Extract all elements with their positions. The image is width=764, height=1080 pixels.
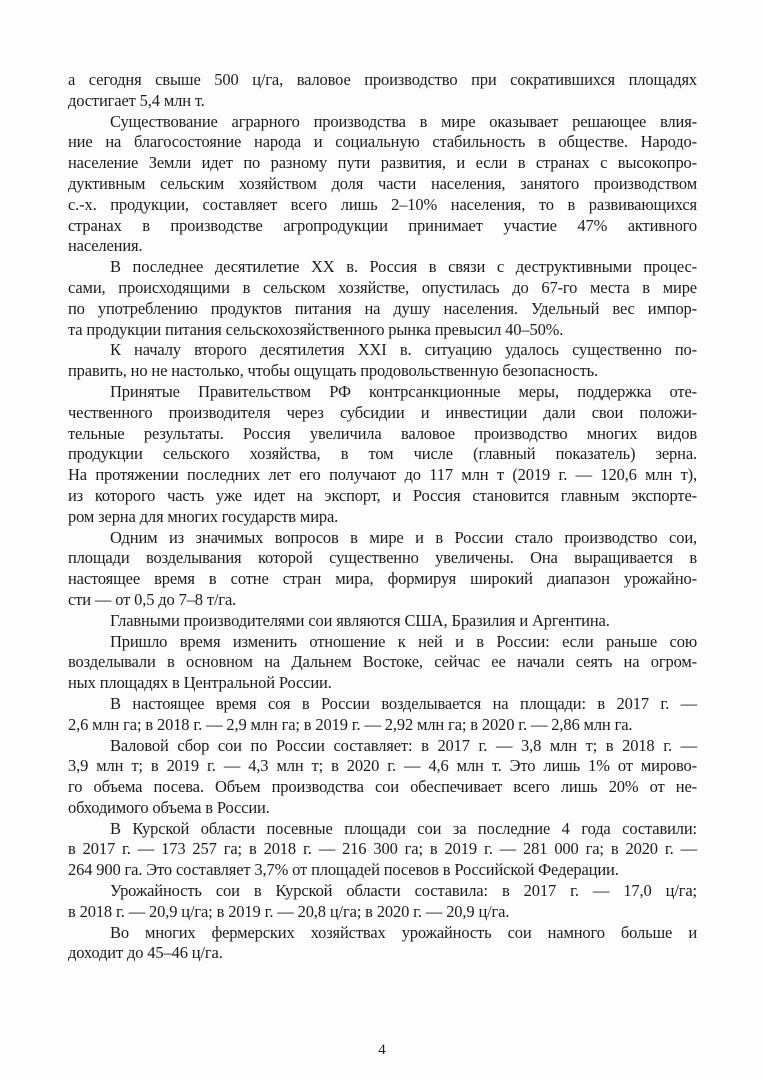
paragraph — [68, 694, 697, 736]
paragraph — [68, 611, 697, 632]
text-line: площади возделывания которой существенно увеличены. Она выращивается в — [68, 548, 697, 568]
text-line: В последнее десятилетие XX в. Россия в связи с деструктивными процес- — [110, 257, 697, 277]
text-line: Одним из значимых вопросов в мире и в России стало производство сои, — [110, 527, 697, 547]
paragraph — [68, 923, 697, 965]
paragraph — [68, 112, 697, 258]
text-line: ром зерна для многих государств мира. — [68, 506, 339, 526]
text-line: обходимого объема в России. — [68, 797, 270, 817]
text-line: странах в производстве агропродукции принимает участие 47% активного — [68, 215, 697, 235]
text-line: Во многих фермерских хозяйствах урожайность сои намного больше и — [110, 922, 697, 942]
text-line: На протяжении последних лет его получают до 117 млн т (2019 г. — 120,6 млн т), — [68, 465, 697, 485]
text-line: Урожайность сои в Курской области составила: в 2017 г. — 17,0 ц/га; — [110, 881, 697, 901]
text-line: с.-х. продукции, составляет всего лишь 2–10% населения, то в развивающихся — [68, 194, 697, 214]
paragraph — [68, 528, 697, 611]
text-line: сти — от 0,5 до 7–8 т/га. — [68, 589, 237, 609]
paragraph — [68, 632, 697, 694]
paragraph — [68, 257, 697, 340]
text-line: население Земли идет по разному пути развития, и если в странах с высокопро- — [68, 153, 697, 173]
text-line: В Курской области посевные площади сои за последние 4 года составили: — [110, 818, 697, 838]
text-line: дуктивным сельским хозяйством доля части населения, занятого производством — [68, 173, 697, 193]
text-line: чественного производителя через субсидии и инвестиции дали свои положи- — [68, 402, 697, 422]
text-line: 3,9 млн т; в 2019 г. — 4,3 млн т; в 2020 г. — 4,6 млн т. Это лишь 1% от мирово- — [68, 756, 697, 776]
text-line: настоящее время в сотне стран мира, формируя широкий диапазон урожайно- — [68, 569, 697, 589]
paragraph — [68, 70, 697, 112]
text-line: править, но не настолько, чтобы ощущать продовольственную безопасность. — [68, 361, 599, 381]
paragraph — [68, 881, 697, 923]
text-line: Валовой сбор сои по России составляет: в 2017 г. — 3,8 млн т; в 2018 г. — — [110, 735, 697, 755]
text-line: 264 900 га. Это составляет 3,7% от площадей посевов в Российской Федерации. — [68, 860, 619, 880]
text-line: Принятые Правительством РФ контрсанкционные меры, поддержка оте- — [110, 381, 697, 401]
text-block — [68, 70, 697, 964]
text-line: К началу второго десятилетия XXI в. ситуацию удалось существенно по- — [110, 340, 697, 360]
paragraph — [68, 819, 697, 881]
paragraph — [68, 340, 697, 382]
page-number: 4 — [378, 1042, 386, 1058]
text-line: возделывали в основном на Дальнем Востоке, сейчас ее начали сеять на огром- — [68, 652, 697, 672]
text-line: тельные результаты. Россия увеличила валовое производство многих видов — [68, 423, 697, 443]
text-line: сами, происходящими в сельском хозяйстве, опустилась до 67-го места в мире — [68, 277, 697, 297]
text-line: ние на благосостояние народа и социальную стабильность в обществе. Народо- — [68, 132, 697, 152]
text-line: доходит до 45–46 ц/га. — [68, 943, 223, 963]
text-line: Главными производителями сои являются США, Бразилия и Аргентина. — [110, 610, 610, 630]
text-line: населения. — [68, 236, 143, 256]
text-line: В настоящее время соя в России возделывается на площади: в 2017 г. — — [110, 693, 697, 713]
text-line: продукции сельского хозяйства, в том числе (главный показатель) зерна. — [68, 444, 697, 464]
text-line: в 2017 г. — 173 257 га; в 2018 г. — 216 300 га; в 2019 г. — 281 000 га; в 2020 г. — — [68, 839, 697, 859]
paragraph — [68, 736, 697, 819]
text-line: Существование аграрного производства в мире оказывает решающее влия- — [110, 111, 697, 131]
text-line: из которого часть уже идет на экспорт, и Россия становится главным экспорте- — [68, 485, 697, 505]
paragraph — [68, 382, 697, 528]
text-line: а сегодня свыше 500 ц/га, валовое производство при сократившихся площадях — [68, 70, 697, 89]
text-line: по употреблению продуктов питания на душу населения. Удельный вес импор- — [68, 298, 697, 318]
text-line: го объема посева. Объем производства сои обеспечивает всего лишь 20% от не- — [68, 777, 697, 797]
text-line: 2,6 млн га; в 2018 г. — 2,9 млн га; в 2019 г. — 2,92 млн га; в 2020 г. — 2,86 млн га. — [68, 714, 633, 734]
text-line: та продукции питания сельскохозяйственного рынка превысил 40–50%. — [68, 319, 564, 339]
text-line: достигает 5,4 млн т. — [68, 90, 205, 110]
text-line: в 2018 г. — 20,9 ц/га; в 2019 г. — 20,8 ц/га; в 2020 г. — 20,9 ц/га. — [68, 901, 510, 921]
text-line: Пришло время изменить отношение к ней и в России: если раньше сою — [110, 631, 697, 651]
text-line: ных площадях в Центральной России. — [68, 673, 332, 693]
